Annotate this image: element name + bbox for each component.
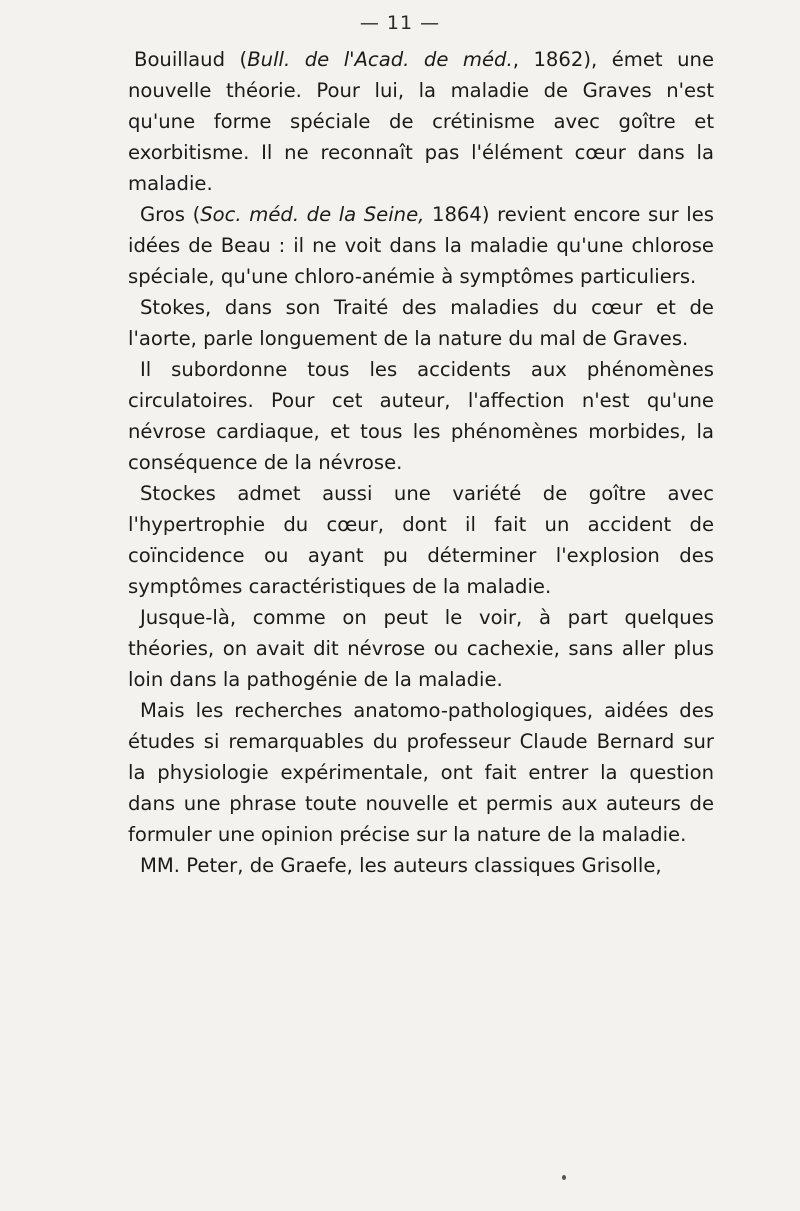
paragraph-subordonne: Il subordonne tous les accidents aux phénomènes circulatoires. Pour cet auteur, l'affection n'est qu'une névrose cardiaque, et tous les phénomènes morbides, la conséquence de la névrose.: [128, 358, 714, 474]
paragraph-stokes: Stokes, dans son Traité des maladies du cœur et de l'aorte, parle longuement de la nature du mal de Graves.: [128, 296, 714, 350]
ink-speck: [562, 1175, 566, 1180]
paragraph-recherches: Mais les recherches anatomo-pathologiques, aidées des études si remarquables du professeur Claude Bernard sur la physiologie expérimentale, ont fait entrer la question dans une phrase toute nouvelle et permis aux auteurs de formuler une opinion précise sur la nature de la maladie.: [128, 699, 714, 846]
paragraph-bouillaud: Bouillaud (Bull. de l'Acad. de méd., 1862), émet une nouvelle théorie. Pour lui, la maladie de Graves n'est qu'une forme spéciale de crétinisme avec goître et exorbitisme. Il ne reconnaît pas l'élément cœur dans la maladie.: [128, 48, 714, 195]
body-text: [128, 44, 714, 881]
citation-bull-acad-med: Bull. de l'Acad. de méd.: [247, 48, 513, 71]
paragraph-peter-graefe: MM. Peter, de Graefe, les auteurs classiques Grisolle,: [140, 854, 662, 877]
page-number: — 11 —: [359, 12, 441, 34]
paragraph-stockes: Stockes admet aussi une variété de goître avec l'hypertrophie du cœur, dont il fait un accident de coïncidence ou ayant pu déterminer l'explosion des symptômes caractéristiques de la maladie.: [128, 482, 714, 598]
citation-soc-med-seine: Soc. méd. de la Seine,: [200, 203, 425, 226]
paragraph-gros: Gros (Soc. méd. de la Seine, 1864) revient encore sur les idées de Beau : il ne voit dans la maladie qu'une chlorose spéciale, qu'une chloro-anémie à symptômes particuliers.: [128, 203, 714, 288]
paragraph-jusque-la: Jusque-là, comme on peut le voir, à part quelques théories, on avait dit névrose ou cachexie, sans aller plus loin dans la pathogénie de la maladie.: [128, 606, 714, 691]
